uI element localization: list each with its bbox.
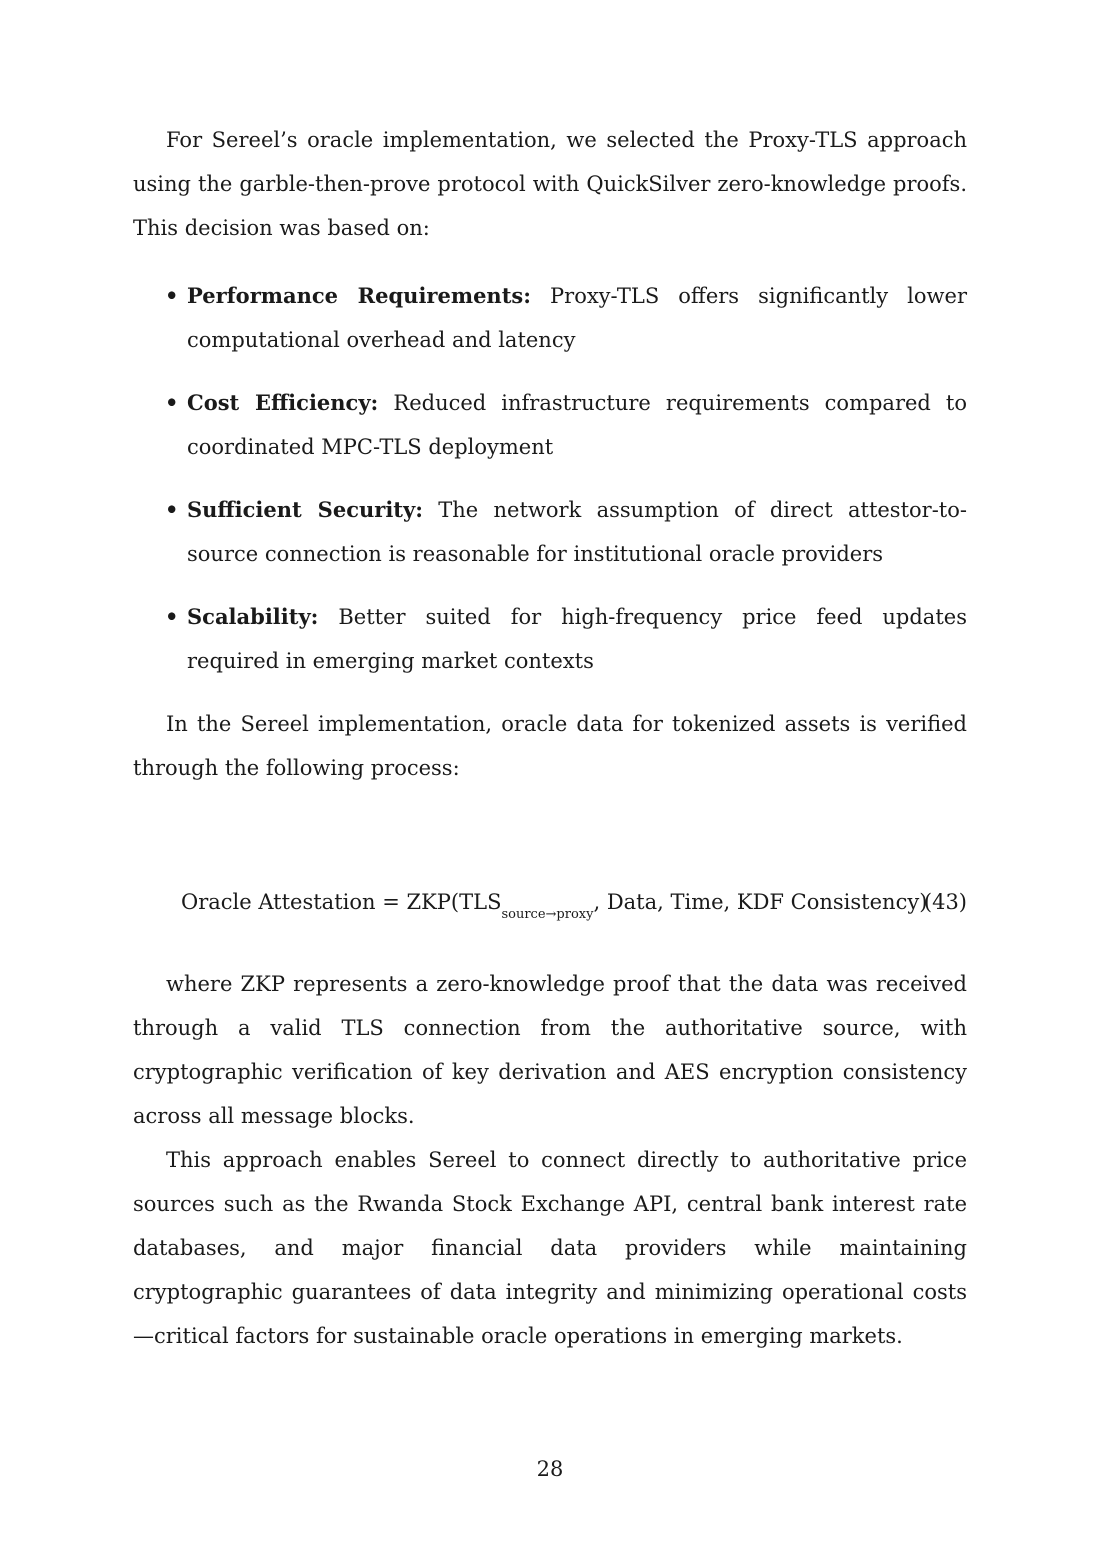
closing-paragraph: This approach enables Sereel to connect directly to authoritative price sources such as the Rwanda Stock Exchange API, central bank interest rate databases, and major financial data providers while maintaining cryptographic guarantees of data integrity and minimizing operational costs—critical factors for sustainable oracle operations in emerging markets. bbox=[133, 1148, 967, 1348]
criterion-term: Performance Requirements: bbox=[187, 283, 531, 308]
page-body bbox=[133, 118, 967, 1358]
criterion-text: Proxy-TLS offers significantly lower computational overhead and latency bbox=[187, 284, 967, 352]
equation bbox=[181, 880, 927, 924]
equation-subscript: source→proxy bbox=[501, 907, 594, 923]
equation-number: (43) bbox=[923, 890, 967, 914]
bullet-icon: • bbox=[165, 604, 179, 629]
list-item bbox=[133, 595, 967, 683]
equation-function: ZKP(TLS bbox=[406, 890, 502, 914]
intro-paragraph: For Sereel’s oracle implementation, we selected the Proxy-TLS approach using the garble-then-prove protocol with QuickSilver zero-knowledge proofs. This decision was based on: bbox=[133, 128, 967, 240]
criterion-text: Reduced infrastructure requirements compared to coordinated MPC-TLS deployment bbox=[187, 391, 967, 459]
process-paragraph: In the Sereel implementation, oracle data for tokenized assets is verified through the following process: bbox=[133, 712, 967, 780]
criterion-term: Scalability: bbox=[187, 604, 319, 629]
list-item bbox=[133, 274, 967, 362]
criterion-term: Sufficient Security: bbox=[187, 497, 423, 522]
criteria-list bbox=[133, 274, 967, 683]
bullet-icon: • bbox=[165, 390, 179, 415]
equation-block bbox=[133, 880, 967, 924]
bullet-icon: • bbox=[165, 497, 179, 522]
list-item bbox=[133, 488, 967, 576]
page-number: 28 bbox=[536, 1457, 564, 1481]
list-item bbox=[133, 381, 967, 469]
equation-equals: = bbox=[382, 890, 400, 914]
criterion-term: Cost Efficiency: bbox=[187, 390, 379, 415]
equation-lhs: Oracle Attestation bbox=[181, 890, 376, 914]
equation-arguments: , Data, Time, KDF Consistency) bbox=[593, 890, 928, 914]
zkp-paragraph: where ZKP represents a zero-knowledge proof that the data was received through a valid TLS connection from the authoritative source, with cryptographic verification of key derivation and AES encryption consistency across all message blocks. bbox=[133, 972, 967, 1128]
criterion-text: The network assumption of direct attestor-to-source connection is reasonable for institutional oracle providers bbox=[187, 498, 967, 566]
bullet-icon: • bbox=[165, 283, 179, 308]
criterion-text: Better suited for high-frequency price feed updates required in emerging market contexts bbox=[187, 605, 967, 673]
